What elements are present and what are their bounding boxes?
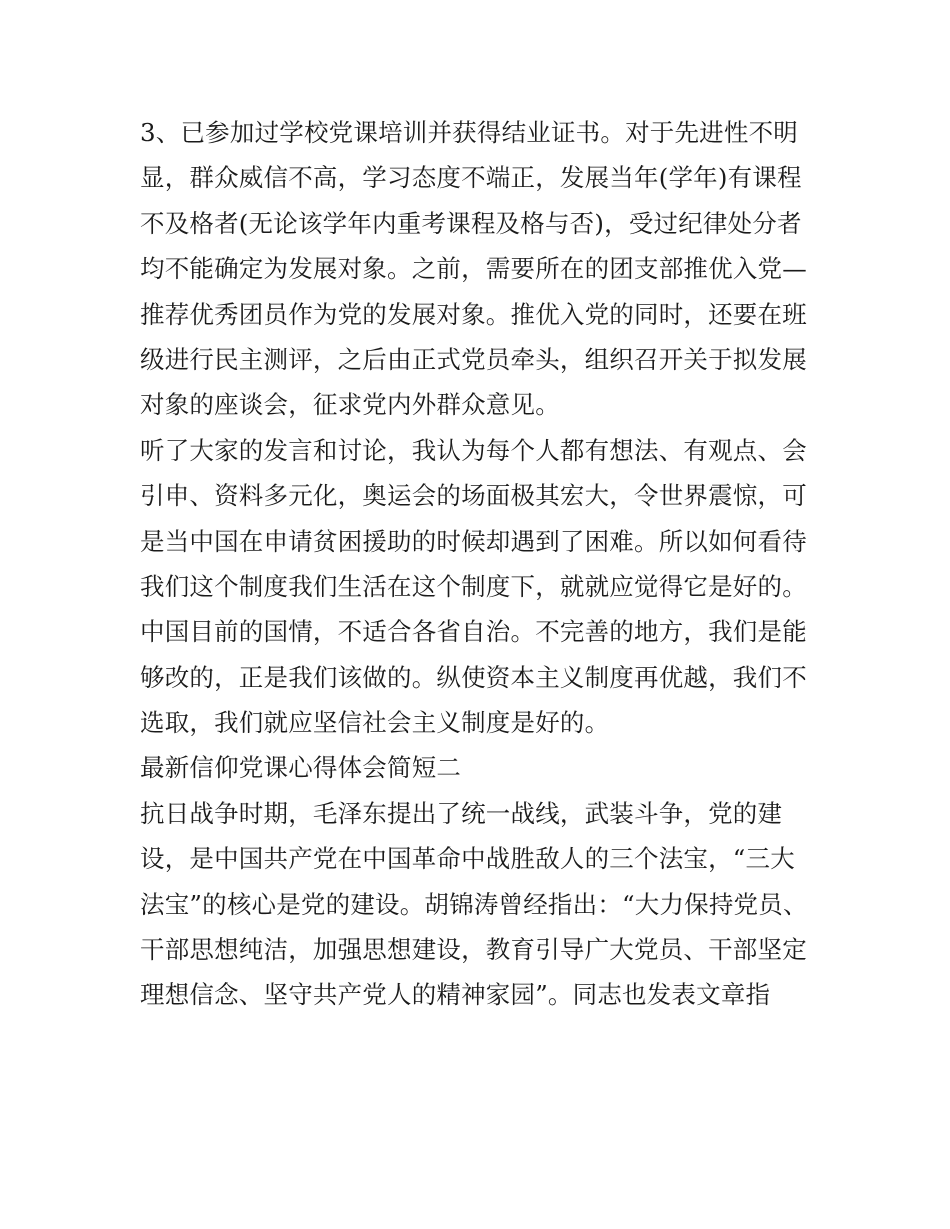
- text-line: 对象的座谈会，征求党内外群众意见。: [140, 390, 560, 420]
- text-line: 不及格者(无论该学年内重考课程及格与否)，受过纪律处分者: [140, 208, 802, 238]
- text-line: 听了大家的发言和讨论，我认为每个人都有想法、有观点、会: [140, 435, 807, 465]
- text-line: 推荐优秀团员作为党的发展对象。推优入党的同时，还要在班: [140, 299, 807, 329]
- text-line: 我们这个制度我们生活在这个制度下，就就应觉得它是好的。: [140, 571, 807, 601]
- section-heading: 最新信仰党课心得体会简短二: [140, 753, 462, 783]
- text-line: 均不能确定为发展对象。之前，需要所在的团支部推优入党—: [140, 254, 807, 284]
- text-line: 法宝”的核心是党的建设。胡锦涛曾经指出：“大力保持党员、: [140, 889, 808, 919]
- text-line: 引申、资料多元化，奥运会的场面极其宏大，令世界震惊，可: [140, 481, 807, 511]
- text-line: 级进行民主测评，之后由正式党员牵头，组织召开关于拟发展: [140, 344, 807, 374]
- text-line: 显，群众威信不高，学习态度不端正，发展当年(学年)有课程: [140, 163, 802, 193]
- text-line: 3、已参加过学校党课培训并获得结业证书。对于先进性不明: [140, 118, 798, 147]
- text-line: 够改的，正是我们该做的。纵使资本主义制度再优越，我们不: [140, 662, 807, 692]
- text-line: 抗日战争时期，毛泽东提出了统一战线，武装斗争，党的建: [140, 798, 783, 828]
- text-line: 是当中国在申请贫困援助的时候却遇到了困难。所以如何看待: [140, 526, 807, 556]
- text-line: 理想信念、坚守共产党人的精神家园”。同志也发表文章指: [140, 980, 771, 1010]
- text-line: 干部思想纯洁，加强思想建设，教育引导广大党员、干部坚定: [140, 935, 807, 965]
- document-body: [140, 110, 840, 1018]
- text-line: 设，是中国共产党在中国革命中战胜敌人的三个法宝，“三大: [140, 844, 795, 874]
- text-line: 选取，我们就应坚信社会主义制度是好的。: [140, 708, 610, 738]
- text-line: 中国目前的国情，不适合各省自治。不完善的地方，我们是能: [140, 617, 807, 647]
